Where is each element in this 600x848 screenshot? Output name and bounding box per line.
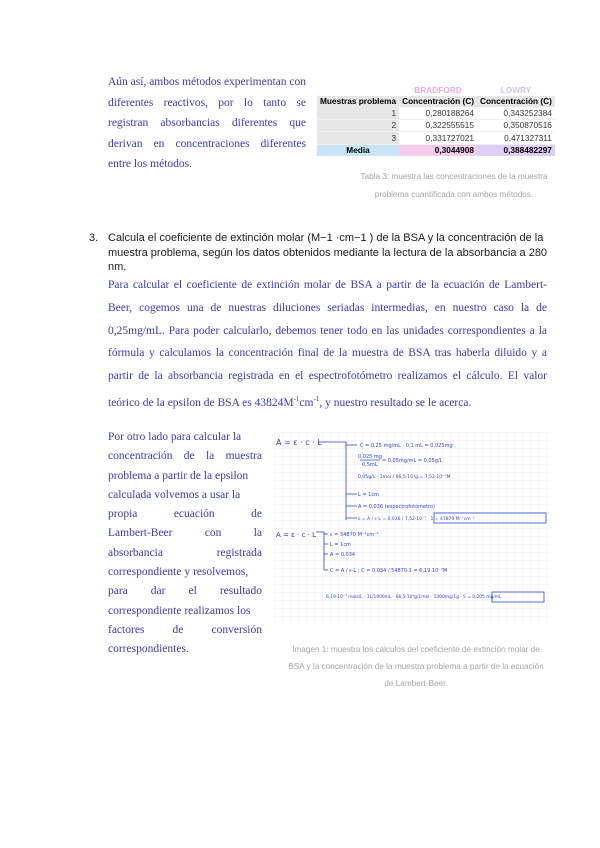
p2-text-cm: cm [299,396,314,409]
question-number: 3. [89,232,99,244]
p3-line: correspondiente realizamos los [108,604,251,617]
col-header-bradford: Concentración (C) [399,96,477,108]
p3-line: problema a partir de la epsilon [108,469,249,482]
hw-e2-line: ε = 54870 M⁻¹cm⁻¹ [330,532,379,538]
concentration-table [317,84,555,156]
paragraph-extinction-coefficient [108,274,547,415]
table-media-row [317,144,555,156]
hw-c-mol: 0,05g/L · 1mol / 66,5·10³g = 7,52·10⁻⁷M [358,475,451,480]
hw-a-line: A = 0,036 (espectrofotómetro) [358,504,435,510]
hw-e-line: ε = A / c·L = 0,036 / 7,52·10⁻⁷ · 1 = 47870 M⁻¹cm⁻¹ [358,517,475,522]
bradford-value: 0,280188264 [399,107,477,119]
table-column-header-row [317,96,555,108]
hw-eq1: A = ε · c · L [276,438,322,447]
p2-sup-2: -1 [313,394,320,403]
media-label: Media [317,144,399,156]
media-lowry: 0,388482297 [477,144,555,156]
p3-line: Por otro lado para calcular la [108,431,242,443]
table-row [317,132,555,145]
lowry-value: 0,350870516 [477,119,555,132]
col-header-sample: Muestras problema [317,96,399,108]
table-caption: Tabla 3: muestra las concentraciones de la muestra problema cuantificada con ambos métodos. [360,172,548,199]
p3-line: absorbancia registrada [108,546,262,559]
bradford-value: 0,331727021 [399,132,477,145]
table-group-header-row [317,84,555,96]
hw-c2-line: C = A / ε·L ; C = 0,034 / 54870·1 = 6,19·10⁻⁷M [330,568,448,574]
hw-c-frac-res: = 0,05mg/mL = 0,05g/L [382,458,443,464]
p2-sup-1: -1 [293,394,300,403]
lowry-header: LOWRY [500,84,532,95]
p3-line: correspondientes. [108,643,189,656]
handwritten-calculation-image [274,432,550,624]
hw-c-frac-num: 0,025 mg [358,454,382,460]
p3-line: propia ecuación de [108,508,262,521]
p2-text-b: , y nuestro resultado se le acerca. [319,396,472,409]
col-header-lowry: Concentración (C) [477,96,555,108]
p3-line: factores de conversión [108,623,262,636]
bradford-value: 0,322555515 [399,119,477,132]
image-caption: Imagen 1: muestra los cálculos del coeficiente de extinción molar de BSA y la concentración de la muestra problema a partir de la ecuación de Lambert-Beer. [288,645,544,688]
p3-line: correspondiente y resolvemos, [108,566,249,579]
sample-number: 3 [317,132,399,145]
hw-l-line: L = 1cm [358,492,379,498]
p3-line: Lambert-Beer con la [108,527,262,540]
table-row [317,119,555,132]
hw-c-frac-den: 0,5mL [362,462,378,468]
lowry-value: 0,471327311 [477,132,555,145]
bradford-header: BRADFORD [414,84,462,95]
p3-line: concentración de la muestra [108,450,262,463]
p3-line: para dar el resultado [108,585,262,598]
paragraph-methods-difference: Aún así, ambos métodos experimentan con diferentes reactivos, por lo tanto se registran absorbancias diferentes que derivan en concentraciones diferentes entre los métodos. [108,76,307,170]
table-row [317,107,555,119]
p2-text-a: Para calcular el coeficiente de extinción molar de BSA a partir de la ecuación de Lambert-Beer, cogemos una de nuestras diluciones seriadas intermedias, en nuestro caso la de 0,25mg/mL. Para poder calcularlo, debemos tener todo en las unidades correspondientes a la fórmula y calculamos la concentración final de la muestra de BSA tras haberla diluido y a partir de la absorbancia registrada en el espectrofotómetro realizamos el cálculo. El valor teórico de la epsilon de BSA es 43824M [108,279,547,409]
p3-line: calculada volvemos a usar la [108,488,241,501]
paragraph-sample-concentration [108,428,262,660]
lowry-value: 0,343252384 [477,107,555,119]
hw-a2-line: A = 0,034 [330,552,356,558]
sample-number: 1 [317,107,399,119]
sample-number: 2 [317,119,399,132]
hw-conversion: 6,19·10⁻⁷ mols/L · 1L/1000mL · 66,5·10³g/1mol · 1000mg/1g · 5 = 0,205 mg/mL [326,595,502,600]
hw-c-line: C = 0,25 mg/mL · 0,1 mL = 0,025mg [360,443,453,449]
hw-l2-line: L = 1cm [330,542,351,548]
question-text: Calcula el coeficiente de extinción molar (M−1 ·cm−1 ) de la BSA y la concentración de la muestra problema, según los datos obtenidos mediante la lectura de la absorbancia a 280 nm. [108,232,548,273]
hw-eq2: A = ε · c · L [276,531,316,539]
media-bradford: 0,3044908 [399,144,477,156]
